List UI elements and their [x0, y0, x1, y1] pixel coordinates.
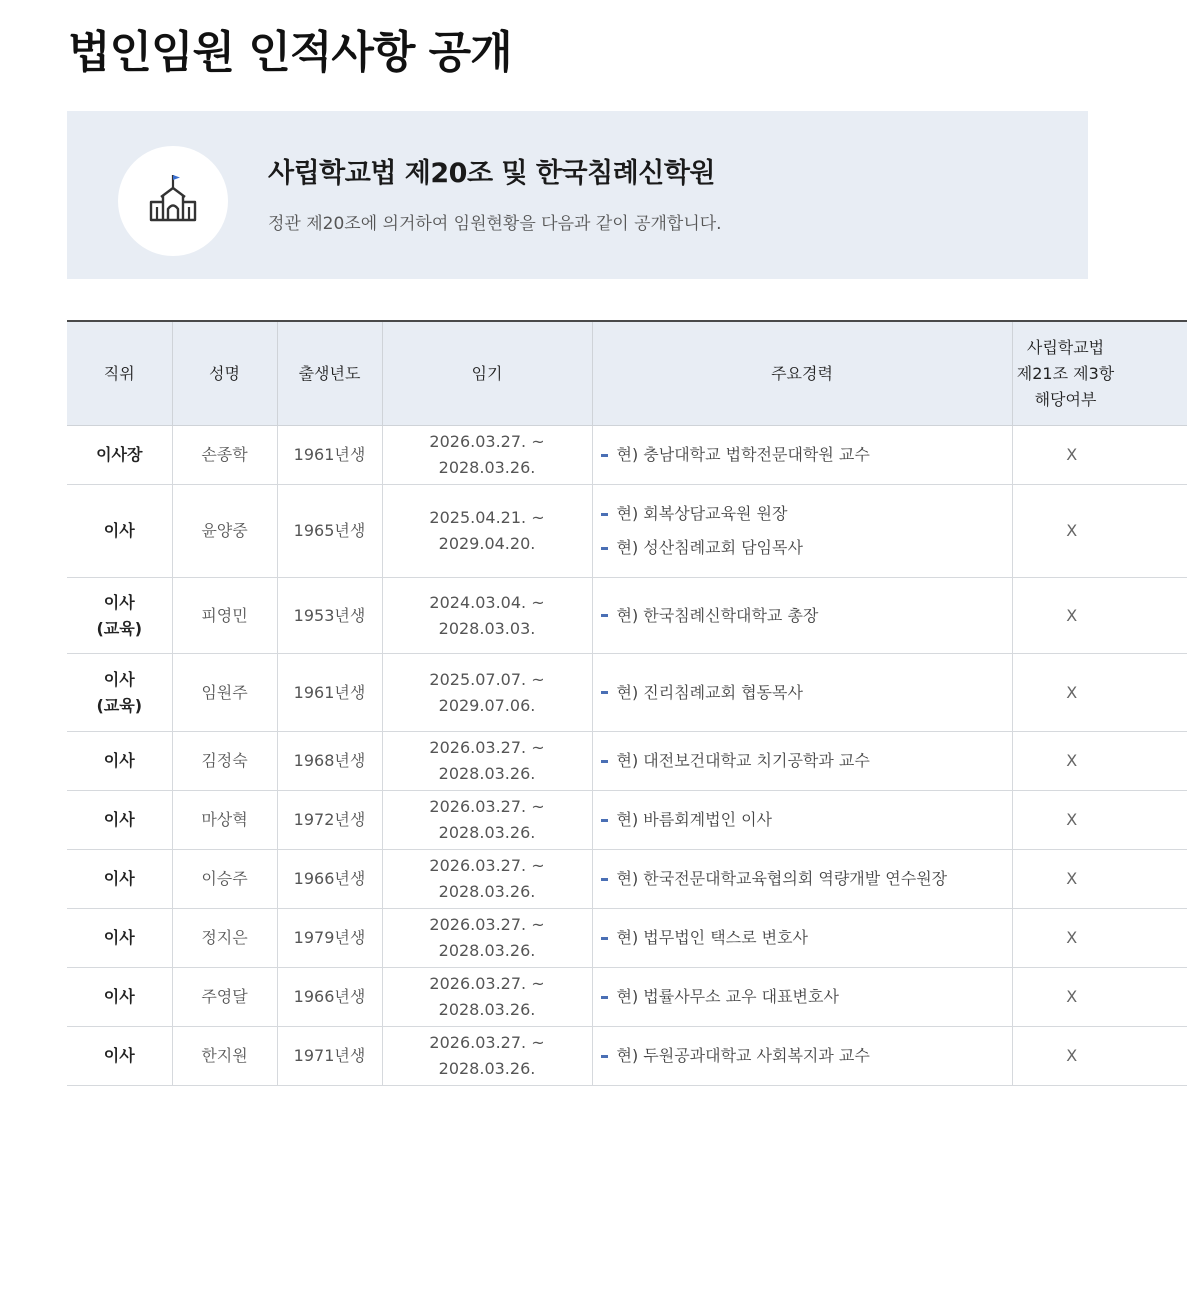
table-row — [67, 850, 1187, 909]
table-header-row — [67, 321, 1187, 426]
cell-name: 주영달 — [172, 968, 277, 1027]
cell-birth-year: 1961년생 — [277, 426, 382, 485]
cell-birth-year: 1971년생 — [277, 1027, 382, 1086]
cell-birth-year: 1968년생 — [277, 732, 382, 791]
career-item — [601, 803, 1012, 837]
header-position: 직위 — [67, 321, 172, 426]
career-text: 현) 한국침례신학대학교 총장 — [616, 605, 819, 625]
cell-term: 2026.03.27. ~ 2028.03.26. — [382, 791, 592, 850]
cell-term: 2026.03.27. ~ 2028.03.26. — [382, 850, 592, 909]
career-text: 현) 진리침례교회 협동목사 — [616, 682, 803, 702]
position-subtitle: (교육) — [96, 695, 143, 715]
header-law-applicable — [1012, 321, 1187, 426]
career-item — [601, 1039, 1012, 1073]
table-row — [67, 1027, 1187, 1086]
cell-position — [67, 968, 172, 1027]
cell-birth-year: 1953년생 — [277, 578, 382, 654]
position-title: 이사 — [103, 669, 135, 689]
cell-law-applicable: X — [1012, 1027, 1187, 1086]
cell-position — [67, 578, 172, 654]
cell-career — [592, 968, 1012, 1027]
table-header — [67, 321, 1187, 426]
school-building-icon — [143, 171, 203, 231]
cell-career — [592, 732, 1012, 791]
table-row — [67, 909, 1187, 968]
officers-table — [67, 320, 1187, 1086]
cell-term: 2025.07.07. ~ 2029.07.06. — [382, 654, 592, 732]
cell-career — [592, 791, 1012, 850]
header-career: 주요경력 — [592, 321, 1012, 426]
position-title: 이사 — [103, 592, 135, 612]
cell-law-applicable: X — [1012, 578, 1187, 654]
table-row — [67, 426, 1187, 485]
header-law-line1: 사립학교법 — [1026, 337, 1105, 357]
cell-term: 2024.03.04. ~ 2028.03.03. — [382, 578, 592, 654]
cell-position — [67, 426, 172, 485]
cell-birth-year: 1966년생 — [277, 850, 382, 909]
cell-career — [592, 426, 1012, 485]
cell-law-applicable: X — [1012, 968, 1187, 1027]
cell-term: 2026.03.27. ~ 2028.03.26. — [382, 909, 592, 968]
header-term: 임기 — [382, 321, 592, 426]
career-item — [601, 862, 1012, 896]
cell-career — [592, 1027, 1012, 1086]
cell-name: 손종학 — [172, 426, 277, 485]
position-title: 이사 — [103, 928, 135, 947]
position-title: 이사 — [103, 810, 135, 829]
career-item — [601, 497, 1012, 531]
cell-law-applicable: X — [1012, 850, 1187, 909]
dash-bullet-icon — [601, 547, 608, 550]
cell-term: 2026.03.27. ~ 2028.03.26. — [382, 732, 592, 791]
cell-career — [592, 654, 1012, 732]
cell-law-applicable: X — [1012, 654, 1187, 732]
intro-description: 정관 제20조에 의거하여 임원현황을 다음과 같이 공개합니다. — [268, 214, 722, 234]
cell-position — [67, 654, 172, 732]
dash-bullet-icon — [601, 691, 608, 694]
career-text: 현) 바름회계법인 이사 — [616, 810, 773, 829]
cell-law-applicable: X — [1012, 909, 1187, 968]
header-law-line2: 제21조 제3항 — [1016, 363, 1115, 383]
table-row — [67, 654, 1187, 732]
dash-bullet-icon — [601, 819, 608, 822]
career-text: 현) 성산침례교회 담임목사 — [616, 538, 803, 557]
cell-birth-year: 1972년생 — [277, 791, 382, 850]
career-text: 현) 회복상담교육원 원장 — [616, 504, 788, 523]
position-subtitle: (교육) — [96, 618, 143, 638]
dash-bullet-icon — [601, 878, 608, 881]
intro-heading: 사립학교법 제20조 및 한국침례신학원 — [268, 158, 716, 189]
cell-name: 임원주 — [172, 654, 277, 732]
cell-position — [67, 909, 172, 968]
career-text: 현) 두원공과대학교 사회복지과 교수 — [616, 1046, 870, 1065]
career-item — [601, 599, 1012, 633]
cell-birth-year: 1965년생 — [277, 485, 382, 578]
cell-position — [67, 485, 172, 578]
cell-career — [592, 578, 1012, 654]
career-text: 현) 법무법인 택스로 변호사 — [616, 928, 809, 947]
career-item — [601, 921, 1012, 955]
career-text: 현) 법률사무소 교우 대표변호사 — [616, 987, 839, 1006]
cell-position — [67, 791, 172, 850]
cell-name: 마상혁 — [172, 791, 277, 850]
cell-position — [67, 850, 172, 909]
table-row — [67, 732, 1187, 791]
icon-circle — [118, 146, 228, 256]
cell-career — [592, 909, 1012, 968]
position-title: 이사 — [103, 869, 135, 888]
header-birth-year: 출생년도 — [277, 321, 382, 426]
cell-name: 이승주 — [172, 850, 277, 909]
table-row — [67, 485, 1187, 578]
dash-bullet-icon — [601, 760, 608, 763]
cell-term: 2026.03.27. ~ 2028.03.26. — [382, 1027, 592, 1086]
cell-birth-year: 1961년생 — [277, 654, 382, 732]
position-title: 이사장 — [96, 445, 143, 464]
cell-name: 정지은 — [172, 909, 277, 968]
dash-bullet-icon — [601, 1055, 608, 1058]
dash-bullet-icon — [601, 937, 608, 940]
cell-law-applicable: X — [1012, 732, 1187, 791]
cell-name: 한지원 — [172, 1027, 277, 1086]
cell-term: 2025.04.21. ~ 2029.04.20. — [382, 485, 592, 578]
cell-law-applicable: X — [1012, 426, 1187, 485]
dash-bullet-icon — [601, 996, 608, 999]
career-text: 현) 충남대학교 법학전문대학원 교수 — [616, 445, 870, 464]
cell-name: 윤양중 — [172, 485, 277, 578]
cell-birth-year: 1966년생 — [277, 968, 382, 1027]
cell-position — [67, 1027, 172, 1086]
intro-box — [67, 111, 1088, 279]
table-row — [67, 968, 1187, 1027]
position-title: 이사 — [103, 1046, 135, 1065]
dash-bullet-icon — [601, 513, 608, 516]
cell-position — [67, 732, 172, 791]
cell-career — [592, 485, 1012, 578]
career-item — [601, 531, 1012, 565]
career-item — [601, 980, 1012, 1014]
cell-career — [592, 850, 1012, 909]
career-text: 현) 한국전문대학교육협의회 역량개발 연수원장 — [616, 869, 948, 888]
page-title: 법인임원 인적사항 공개 — [68, 27, 512, 78]
cell-term: 2026.03.27. ~ 2028.03.26. — [382, 426, 592, 485]
table-body — [67, 426, 1187, 1086]
officers-table-container[interactable] — [67, 320, 1115, 1086]
cell-law-applicable: X — [1012, 791, 1187, 850]
table-row — [67, 578, 1187, 654]
cell-birth-year: 1979년생 — [277, 909, 382, 968]
dash-bullet-icon — [601, 454, 608, 457]
career-item — [601, 744, 1012, 778]
header-law-line3: 해당여부 — [1034, 389, 1097, 409]
career-text: 현) 대전보건대학교 치기공학과 교수 — [616, 751, 870, 770]
dash-bullet-icon — [601, 614, 608, 617]
cell-term: 2026.03.27. ~ 2028.03.26. — [382, 968, 592, 1027]
header-name: 성명 — [172, 321, 277, 426]
career-item — [601, 438, 1012, 472]
cell-name: 피영민 — [172, 578, 277, 654]
cell-law-applicable: X — [1012, 485, 1187, 578]
cell-name: 김정숙 — [172, 732, 277, 791]
position-title: 이사 — [103, 521, 135, 540]
career-item — [601, 676, 1012, 710]
position-title: 이사 — [103, 987, 135, 1006]
table-row — [67, 791, 1187, 850]
position-title: 이사 — [103, 751, 135, 770]
